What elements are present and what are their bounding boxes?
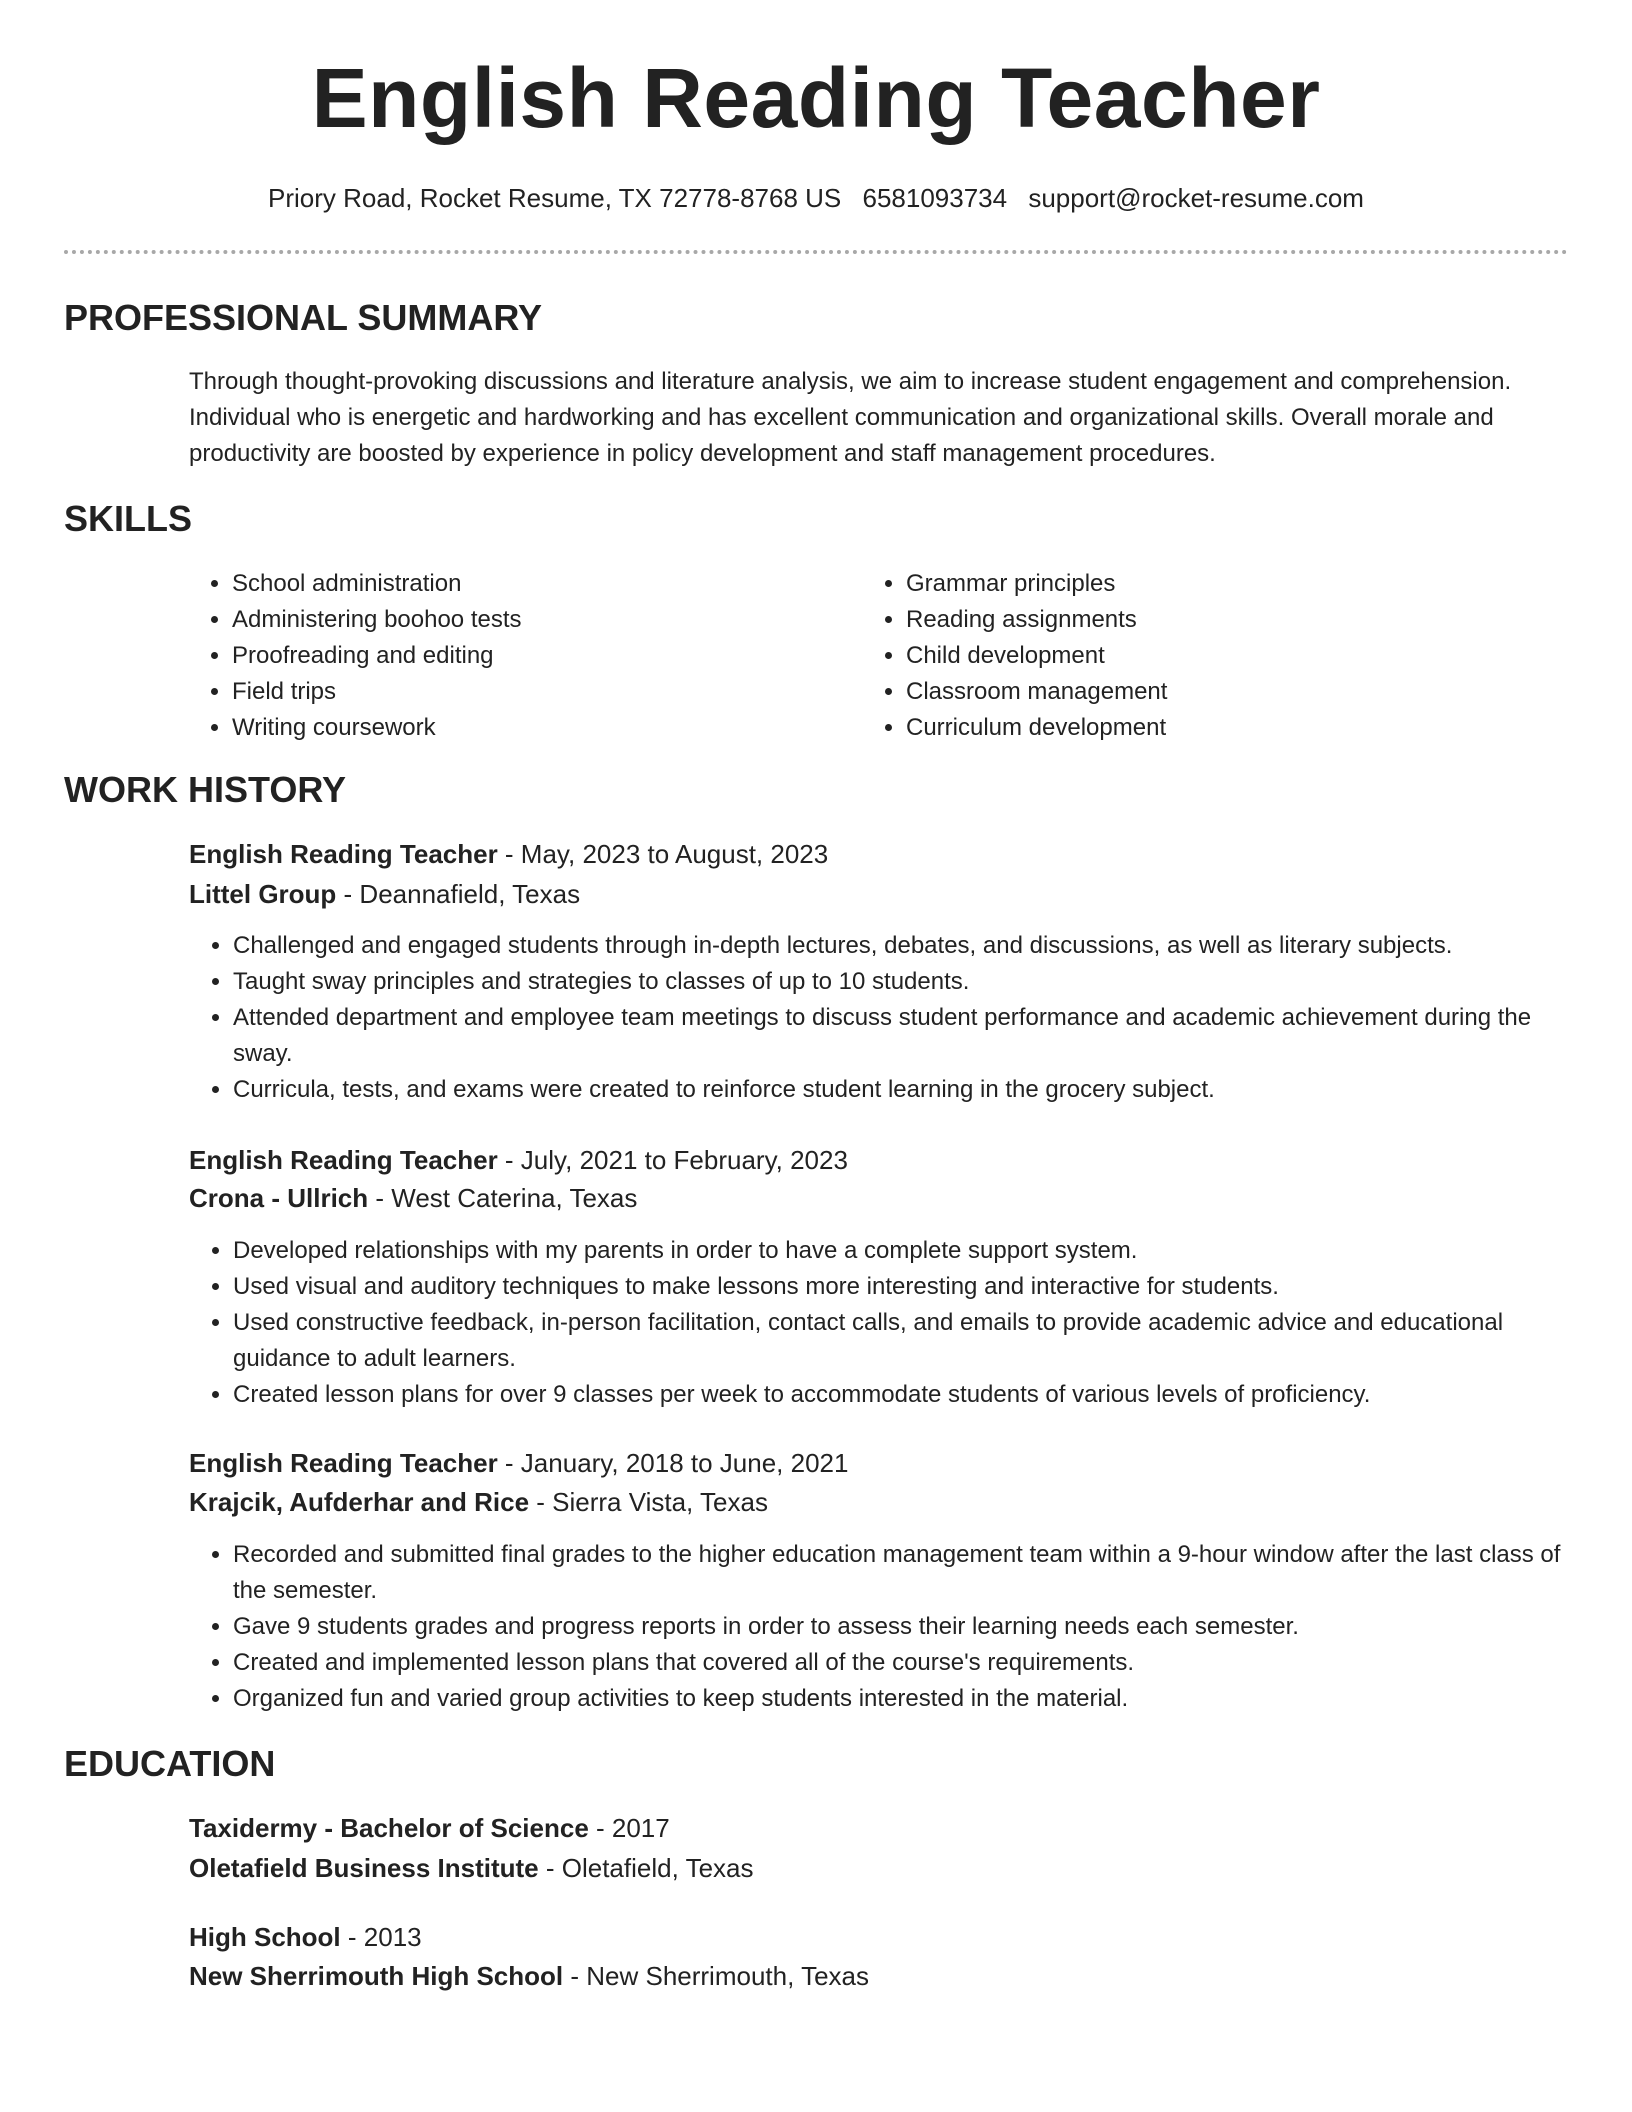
contact-address: Priory Road, Rocket Resume, TX 72778-8768 US bbox=[268, 183, 842, 213]
education-school-line bbox=[189, 1956, 1569, 1996]
job-bullets bbox=[189, 1537, 1569, 1717]
job-dates: - January, 2018 to June, 2021 bbox=[497, 1448, 849, 1478]
job-bullet: • Recorded and submitted final grades to the higher education management team within a 9-hour window after the last class of the semester. bbox=[233, 1537, 1569, 1609]
header-divider bbox=[64, 250, 1568, 254]
education-location: - Oletafield, Texas bbox=[538, 1853, 754, 1883]
education-year: - 2013 bbox=[340, 1922, 422, 1952]
job-role: English Reading Teacher bbox=[189, 1145, 498, 1175]
job-bullet: • Taught sway principles and strategies to classes of up to 10 students. bbox=[233, 964, 1569, 1000]
job-title-line bbox=[189, 1140, 1569, 1180]
resume-name: English Reading Teacher bbox=[311, 51, 1321, 145]
skill-item: • Child development bbox=[906, 638, 1506, 674]
summary-text: Through thought-provoking discussions and literature analysis, we aim to increase student engagement and comprehension. Individual who is energetic and hardworking and has excellent communication and organizational skills. Overall morale and productivity are boosted by experience in policy development and staff management procedures. bbox=[189, 368, 1512, 467]
education-degree-line bbox=[189, 1808, 1569, 1848]
job-location: - West Caterina, Texas bbox=[368, 1183, 638, 1213]
job-title-line bbox=[189, 1443, 1569, 1483]
job-dates: - July, 2021 to February, 2023 bbox=[497, 1145, 848, 1175]
education-school: New Sherrimouth High School bbox=[189, 1961, 564, 1991]
job-bullet: • Curricula, tests, and exams were created to reinforce student learning in the grocery subject. bbox=[233, 1072, 1569, 1108]
skill-item: • School administration bbox=[232, 566, 792, 602]
education-degree-line bbox=[189, 1917, 1569, 1957]
contact-email: support@rocket-resume.com bbox=[1028, 183, 1364, 213]
job-bullet: • Organized fun and varied group activities to keep students interested in the material. bbox=[233, 1681, 1569, 1717]
skill-item: • Curriculum development bbox=[906, 710, 1506, 746]
job-role: English Reading Teacher bbox=[189, 1448, 498, 1478]
job-title-line bbox=[189, 834, 1569, 874]
education-heading: EDUCATION bbox=[64, 1743, 276, 1784]
skill-item: • Reading assignments bbox=[906, 602, 1506, 638]
job-bullets bbox=[189, 1233, 1569, 1413]
contact-phone: 6581093734 bbox=[862, 183, 1008, 213]
job-bullet: • Gave 9 students grades and progress reports in order to assess their learning needs each semester. bbox=[233, 1609, 1569, 1645]
skills-list-left bbox=[188, 566, 792, 746]
job-bullet: • Created lesson plans for over 9 classes per week to accommodate students of various levels of proficiency. bbox=[233, 1377, 1569, 1413]
skill-item: • Proofreading and editing bbox=[232, 638, 792, 674]
job-company: Littel Group bbox=[189, 879, 337, 909]
skill-item: • Classroom management bbox=[906, 674, 1506, 710]
job-bullet: • Developed relationships with my parents in order to have a complete support system. bbox=[233, 1233, 1569, 1269]
job-location: - Sierra Vista, Texas bbox=[529, 1487, 768, 1517]
education-location: - New Sherrimouth, Texas bbox=[563, 1961, 869, 1991]
education-school: Oletafield Business Institute bbox=[189, 1853, 539, 1883]
job-bullet: • Created and implemented lesson plans that covered all of the course's requirements. bbox=[233, 1645, 1569, 1681]
education-degree: Taxidermy - Bachelor of Science bbox=[189, 1813, 589, 1843]
skills-list-right bbox=[862, 566, 1506, 746]
skill-item: • Grammar principles bbox=[906, 566, 1506, 602]
job-company-line bbox=[189, 874, 1569, 914]
job-company-line bbox=[189, 1178, 1569, 1218]
job-role: English Reading Teacher bbox=[189, 839, 498, 869]
job-bullet: • Attended department and employee team meetings to discuss student performance and academic achievement during the sway. bbox=[233, 1000, 1569, 1072]
job-company: Krajcik, Aufderhar and Rice bbox=[189, 1487, 530, 1517]
job-dates: - May, 2023 to August, 2023 bbox=[497, 839, 829, 869]
job-company: Crona - Ullrich bbox=[189, 1183, 369, 1213]
skill-item: • Field trips bbox=[232, 674, 792, 710]
work-history-heading: WORK HISTORY bbox=[64, 769, 347, 810]
contact-line bbox=[0, 180, 1632, 216]
job-bullet: • Challenged and engaged students through in-depth lectures, debates, and discussions, as well as literary subjects. bbox=[233, 928, 1569, 964]
job-bullet: • Used visual and auditory techniques to make lessons more interesting and interactive for students. bbox=[233, 1269, 1569, 1305]
education-year: - 2017 bbox=[588, 1813, 670, 1843]
education-degree: High School bbox=[189, 1922, 341, 1952]
skill-item: • Administering boohoo tests bbox=[232, 602, 792, 638]
skills-heading: SKILLS bbox=[64, 498, 193, 539]
skill-item: • Writing coursework bbox=[232, 710, 792, 746]
job-company-line bbox=[189, 1482, 1569, 1522]
job-location: - Deannafield, Texas bbox=[336, 879, 581, 909]
education-school-line bbox=[189, 1848, 1569, 1888]
job-bullets bbox=[189, 928, 1569, 1108]
summary-heading: PROFESSIONAL SUMMARY bbox=[64, 297, 543, 338]
job-bullet: • Used constructive feedback, in-person facilitation, contact calls, and emails to provide academic advice and educational guidance to adult learners. bbox=[233, 1305, 1569, 1377]
